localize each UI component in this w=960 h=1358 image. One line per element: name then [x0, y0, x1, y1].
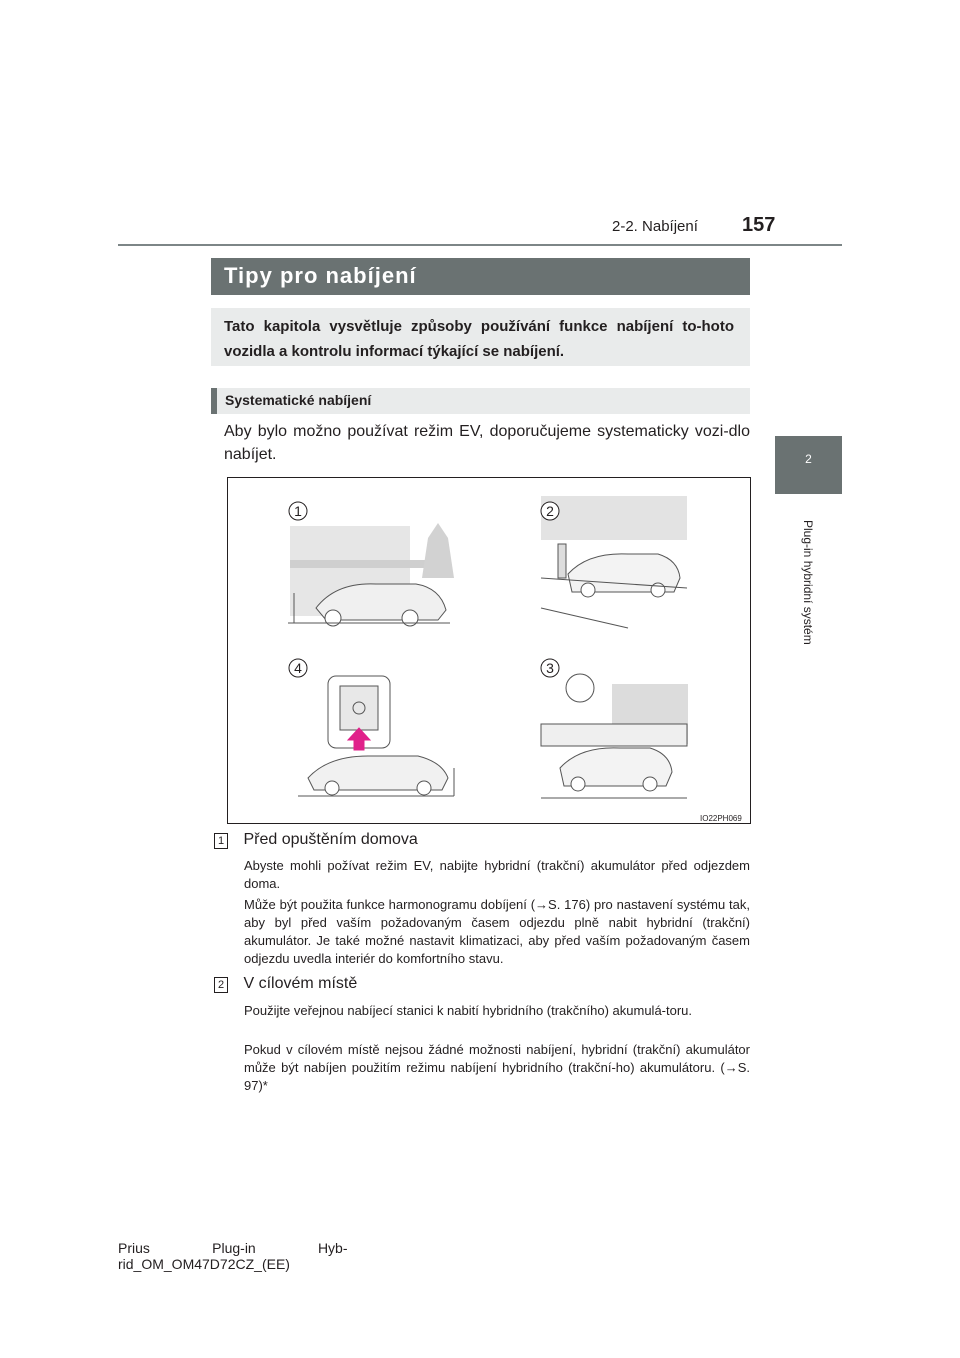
charging-illustration — [228, 478, 750, 823]
intro-text: Tato kapitola vysvětluje způsoby používání funkce nabíjení to-hoto vozidla a kontrolu informací týkající se nabíjení. — [224, 318, 734, 360]
item-1-heading: Před opuštěním domova — [243, 831, 418, 848]
subheading-accent — [211, 388, 217, 414]
panel-sun — [541, 674, 688, 798]
illustration-figure — [227, 477, 751, 824]
panel-destination — [541, 496, 687, 628]
subheading: Systematické nabíjení — [225, 392, 372, 408]
callout-1: 1 — [294, 503, 302, 519]
panel-home — [288, 523, 454, 626]
footer-line-1: Prius Plug-in Hyb- — [118, 1240, 348, 1256]
chapter-tab-label-text: Plug-in hybridní systém — [801, 520, 815, 645]
item-1-number: 1 — [214, 833, 228, 849]
page-title: Tipy pro nabíjení — [224, 263, 417, 288]
item-2-paragraph-1: Použijte veřejnou nabíjecí stanici k nabití hybridního (trakčního) akumulá-toru. — [244, 1003, 693, 1018]
section-label: 2-2. Nabíjení — [612, 218, 698, 235]
item-1-paragraph-2: Může být použita funkce harmonogramu dobíjení (→S. 176) pro nastavení systému tak, aby byl před vaším požadovaným časem odjezdu plně nabit hybridní (trakční) akumulátor. Je také možné nastavit klimatizaci, aby před vaším požadovaným časem odjezdu uvedla interiér do komfortního stavu. — [244, 897, 750, 966]
callout-4: 4 — [294, 660, 302, 676]
item-2-number: 2 — [214, 977, 228, 993]
callout-2: 2 — [546, 503, 554, 519]
panel-timer — [298, 676, 454, 796]
footer — [118, 1240, 348, 1272]
item-1-paragraph-1: Abyste mohli požívat režim EV, nabijte hybridní (trakční) akumulátor před odjezdem doma. — [244, 858, 750, 891]
page-number: 157 — [742, 214, 776, 236]
item-1-heading-row — [214, 831, 418, 849]
footer-line-2: rid_OM_OM47D72CZ_(EE) — [118, 1256, 290, 1272]
chapter-tab-label — [768, 520, 848, 680]
item-2-heading-row — [214, 975, 357, 993]
body-paragraph: Aby bylo možno používat režim EV, doporučujeme systematicky vozi-dlo nabíjet. — [224, 423, 750, 463]
chapter-tab-number: 2 — [805, 452, 812, 466]
header-rule — [118, 244, 842, 246]
callout-3: 3 — [546, 660, 554, 676]
item-2-heading: V cílovém místě — [243, 975, 358, 992]
item-2-paragraph-2: Pokud v cílovém místě nejsou žádné možnosti nabíjení, hybridní (trakční) akumulátor může být nabíjen použitím režimu nabíjení hybridního (trakční-ho) akumulátoru. (→S. 97)* — [244, 1042, 750, 1093]
figure-id: IO22PH069 — [700, 814, 742, 823]
